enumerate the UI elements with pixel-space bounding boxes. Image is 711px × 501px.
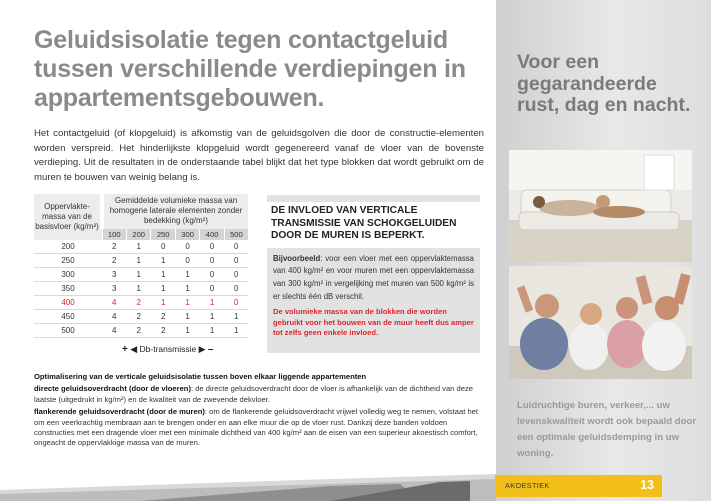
value-cell: 0 (200, 282, 224, 296)
value-cell: 1 (151, 296, 175, 310)
table-row (34, 268, 248, 282)
value-cell: 2 (126, 296, 150, 310)
value-cell: 1 (126, 268, 150, 282)
couch-photo (509, 150, 692, 262)
sub-header-cell: 400 (200, 229, 224, 240)
sub-header-cell: 100 (102, 229, 126, 240)
value-cell: 1 (224, 324, 248, 338)
side-title: Voor een gegarandeerde rust, dag en nacht. (517, 51, 691, 116)
values-table (34, 194, 248, 338)
value-cell: 1 (175, 324, 199, 338)
table-body (34, 240, 248, 338)
table-row (34, 254, 248, 268)
info-box (267, 195, 480, 353)
col1-header: Oppervlakte-massa van de basisvloer (kg/m²) (34, 194, 102, 240)
value-cell: 4 (102, 324, 126, 338)
table-row (34, 296, 248, 310)
value-cell: 0 (224, 282, 248, 296)
value-cell: 1 (151, 268, 175, 282)
value-cell: 0 (175, 240, 199, 254)
value-cell: 1 (126, 240, 150, 254)
flank-text: : om de flankerende geluidsoverdracht vrijwel volledig weg te nemen, volstaat het om een veerkrachtig membraan aan te brengen onder en aan elke muur die op de vloer rust. Dankzij deze banden voldoen constructies met een dragende vloer met een minimale dichtheid van 400 kg/m² aan de eisen van een superieur akoestisch comfort, ongeacht de oppervlakkige massa van de muren. (34, 407, 479, 448)
value-cell: 2 (126, 324, 150, 338)
sub-header-cell: 250 (151, 229, 175, 240)
value-cell: 1 (151, 254, 175, 268)
value-cell: 0 (224, 240, 248, 254)
value-cell: 0 (175, 254, 199, 268)
value-cell: 1 (175, 282, 199, 296)
plus-sign: + (122, 344, 128, 355)
page-title: Geluidsisolatie tegen contactgeluid tussen verschillende verdiepingen in appartementsgebouwen. (34, 26, 466, 112)
mass-cell: 350 (34, 282, 102, 296)
value-cell: 1 (175, 296, 199, 310)
value-cell: 1 (200, 296, 224, 310)
cheering-people-photo (509, 266, 692, 379)
value-cell: 2 (126, 310, 150, 324)
flank-label: flankerende geluidsoverdracht (door de muren) (34, 407, 205, 417)
minus-sign: – (207, 344, 214, 355)
value-cell: 2 (102, 240, 126, 254)
value-cell: 4 (102, 296, 126, 310)
legend-label: Db-transmissie (139, 344, 197, 354)
sub-header-cell: 200 (126, 229, 150, 240)
mass-cell: 200 (34, 240, 102, 254)
optimisation-notes (34, 372, 486, 451)
value-cell: 3 (102, 268, 126, 282)
value-cell: 0 (200, 268, 224, 282)
arrow-right-icon: ▶ (198, 344, 206, 354)
arrow-left-icon: ◀ (130, 344, 138, 354)
notes-heading: Optimalisering van de verticale geluidsisolatie tussen boven elkaar liggende appartementen (34, 372, 367, 381)
table-row (34, 324, 248, 338)
value-cell: 0 (151, 240, 175, 254)
mass-cell: 300 (34, 268, 102, 282)
col2-header: Gemiddelde volumieke massa van homogene laterale elementen zonder bedekking (kg/m²) (102, 194, 248, 229)
value-cell: 2 (151, 310, 175, 324)
info-box-conclusion: De volumieke massa van de blokken die worden gebruikt voor het bouwen van de muur heeft dus amper tot zelfs geen enkele invloed. (273, 307, 474, 338)
value-cell: 1 (151, 282, 175, 296)
side-panel (496, 0, 711, 501)
value-cell: 0 (200, 254, 224, 268)
value-cell: 2 (102, 254, 126, 268)
mass-cell: 450 (34, 310, 102, 324)
section-label: AKOESTIEK (505, 481, 550, 490)
table-row (34, 240, 248, 254)
info-box-heading: DE INVLOED VAN VERTICALE TRANSMISSIE VAN SCHOKGELUIDEN DOOR DE MUREN IS BEPERKT. (267, 202, 480, 248)
value-cell: 1 (126, 282, 150, 296)
value-cell: 0 (224, 254, 248, 268)
sub-header-cell: 500 (224, 229, 248, 240)
example-label: Bijvoorbeeld (273, 253, 321, 263)
intro-paragraph: Het contactgeluid (of klopgeluid) is afkomstig van de geluidsgolven die door de constructie-elementen worden verspreid. Het hinderlijkste klopgeluid wordt gegenereerd vanaf de vloer van de bovenste verdieping. Uit de resultaten in de onderstaande tabel blijkt dat het type blokken dat wordt gebruikt om de muren te bouwen van weinig belang is. (34, 128, 484, 183)
info-box-example (267, 248, 480, 304)
value-cell: 1 (175, 310, 199, 324)
value-cell: 4 (102, 310, 126, 324)
table-row (34, 282, 248, 296)
value-cell: 0 (224, 296, 248, 310)
decorative-stripe (0, 472, 496, 501)
mass-cell: 400 (34, 296, 102, 310)
transmission-legend (122, 344, 213, 355)
footer-bar (495, 475, 662, 497)
page-number: 13 (640, 478, 654, 492)
value-cell: 3 (102, 282, 126, 296)
value-cell: 0 (200, 240, 224, 254)
side-caption: Luidruchtige buren, verkeer,... uw levenskwaliteit wordt ook bepaald door een optimale geluidsdemping in uw woning. (517, 400, 697, 459)
value-cell: 1 (224, 310, 248, 324)
sub-header-cell: 300 (175, 229, 199, 240)
value-cell: 1 (200, 324, 224, 338)
value-cell: 1 (200, 310, 224, 324)
table-row (34, 310, 248, 324)
value-cell: 1 (175, 268, 199, 282)
mass-cell: 500 (34, 324, 102, 338)
value-cell: 0 (224, 268, 248, 282)
direct-text: : de directe geluidsoverdracht door de vloer is afhankelijk van de dichtheid van deze laatste (uitgedrukt in kg/m²) en de kwaliteit van de zwevende dekvloer. (34, 384, 473, 404)
transmission-table (34, 194, 250, 338)
value-cell: 2 (151, 324, 175, 338)
example-text: : voor een vloer met een oppervlaktemassa van 400 kg/m² en voor muren met een oppervlaktemassa van 300 kg/m² in vergelijking met muren van 500 kg/m² is er slechts één dB verschil. (273, 253, 474, 301)
direct-label: directe geluidsoverdracht (door de vloeren) (34, 384, 191, 394)
mass-cell: 250 (34, 254, 102, 268)
value-cell: 1 (126, 254, 150, 268)
